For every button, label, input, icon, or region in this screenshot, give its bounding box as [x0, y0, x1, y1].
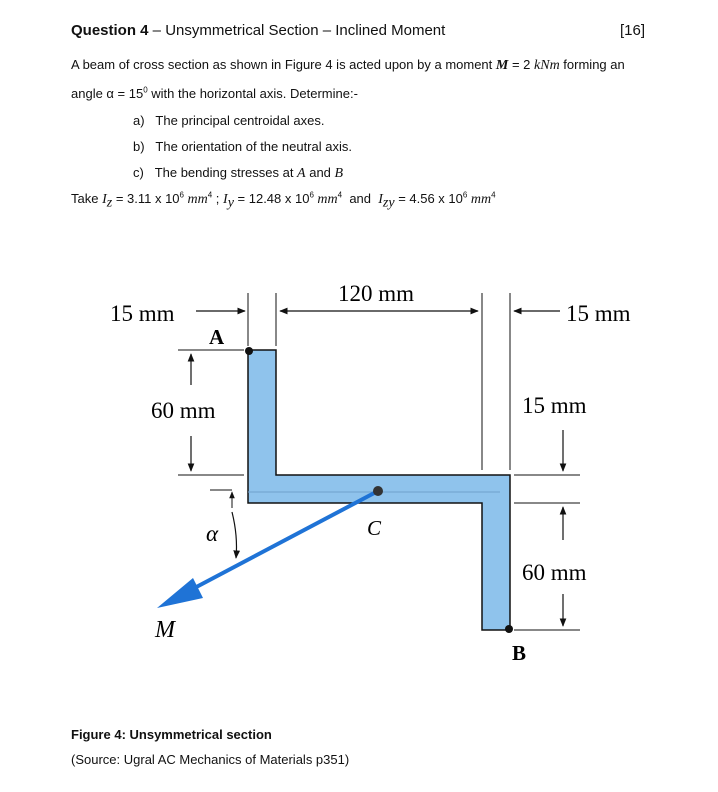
izy-symbol: I [378, 192, 383, 207]
iy-unit-exp: 4 [337, 190, 343, 200]
dim-label-top-mid: 120 mm [338, 281, 415, 306]
iy-unit: mm [313, 192, 338, 207]
degree-mark: 0 [143, 85, 148, 95]
izy-exp: 6 [462, 190, 468, 200]
izy-unit: mm [467, 192, 492, 207]
item-b-label: b) [133, 139, 145, 154]
item-c-label: c) [133, 165, 144, 180]
iz-unit: mm [184, 192, 208, 207]
izy-sub: zy [382, 195, 395, 211]
iz-unit-exp: 4 [207, 190, 213, 200]
moment-unit: kNm [534, 58, 560, 73]
item-c-text: The bending stresses at [154, 165, 298, 180]
point-a-marker [245, 347, 253, 355]
point-b-marker [505, 625, 513, 633]
intro-text-c: forming an [559, 57, 625, 72]
point-a-label: A [209, 325, 225, 349]
intro-text-a: A beam of cross section as shown in Figure 4 is acted upon by a moment [71, 57, 496, 72]
take-sep: ; [212, 191, 224, 206]
item-b-text: The orientation of the neutral axis. [155, 139, 352, 154]
figure-caption: Figure 4: Unsymmetrical section [71, 727, 272, 742]
centroid-marker [373, 486, 383, 496]
iy-exp: 6 [309, 190, 314, 200]
alpha-arc [232, 512, 237, 558]
moment-label: M [155, 617, 175, 643]
iz-value: = 3.11 x 10 [112, 191, 180, 206]
question-title: – Unsymmetrical Section – Inclined Moment [148, 22, 446, 39]
izy-unit-exp: 4 [491, 190, 496, 200]
dim-label-top-left: 15 mm [110, 301, 175, 326]
iz-symbol: I [102, 192, 107, 207]
dim-label-left-vertical: 60 mm [151, 398, 216, 423]
dim-label-right-lower: 60 mm [522, 560, 587, 585]
intro-text-b: = 2 [508, 57, 535, 72]
question-marks: [16] [620, 22, 646, 39]
determine-text: with the horizontal axis. Determine:- [147, 86, 358, 101]
alpha-label: α [206, 521, 219, 546]
moment-vector-arrowhead [157, 578, 203, 608]
item-c-point-a: A [297, 166, 306, 181]
centroid-label: C [367, 516, 382, 540]
iy-sub: y [227, 195, 234, 211]
moment-symbol: M [495, 58, 509, 73]
point-b-label: B [512, 641, 527, 665]
item-c-and: and [305, 165, 335, 180]
iz-exp: 6 [179, 190, 184, 200]
angle-text: angle α = 15 [71, 86, 144, 101]
take-and: and [342, 191, 379, 206]
dim-label-right-upper: 15 mm [522, 393, 587, 418]
item-c-point-b: B [334, 166, 344, 181]
figure-source: (Source: Ugral AC Mechanics of Materials p351) [71, 752, 350, 767]
item-a-label: a) [133, 113, 145, 128]
izy-value: = 4.56 x 10 [394, 191, 463, 206]
question-label: Question 4 [71, 22, 149, 39]
iz-sub: z [106, 195, 113, 211]
item-a-text: The principal centroidal axes. [155, 113, 325, 128]
dim-label-top-right: 15 mm [566, 301, 631, 326]
iy-symbol: I [223, 192, 228, 207]
iy-value: = 12.48 x 10 [233, 191, 310, 206]
take-prefix: Take [71, 191, 103, 206]
